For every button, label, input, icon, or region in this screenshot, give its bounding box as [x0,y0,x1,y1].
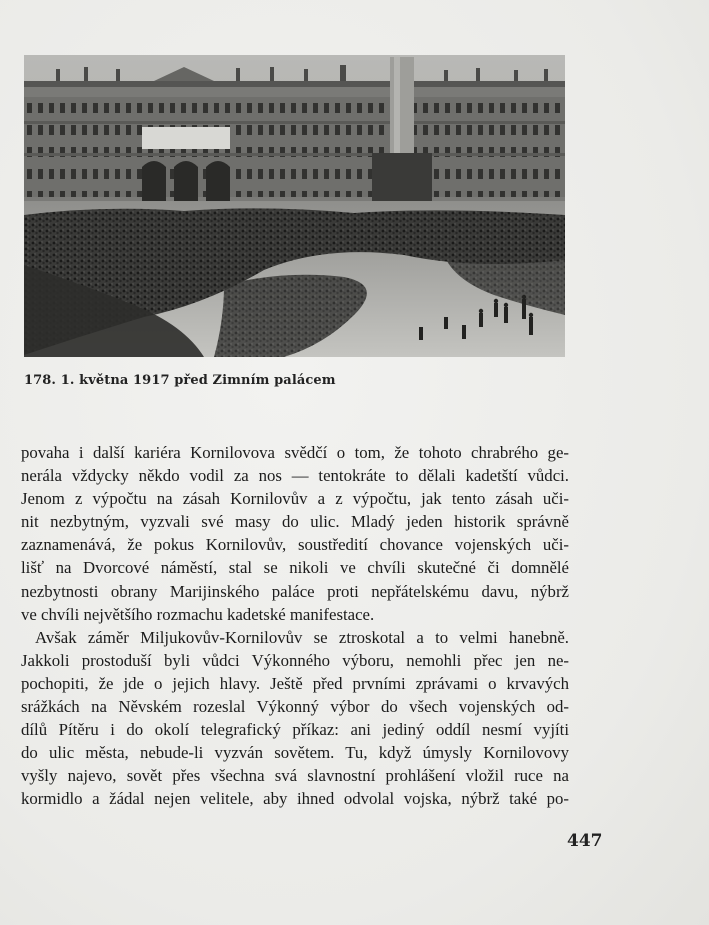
page-number: 447 [567,831,603,851]
figure-caption: 178. 1. května 1917 před Zimním palácem [24,373,336,388]
text-line: zaznamenává, že pokus Kornilovův, soustředití chovance vojenských uči- [21,535,569,555]
paragraph-1 [21,441,569,626]
historical-photograph [24,55,565,357]
text-line: pochopiti, že jde o jejich hlavy. Ještě před prvními zprávami o krvavých [21,673,569,693]
text-line: Avšak záměr Miljukovův-Kornilovův se ztroskotal a to velmi hanebně. [35,627,569,647]
text-line: nerála vždycky někdo vodil za nos — tentokráte to dělali kadetští vůdci. [21,466,569,486]
text-line: kormidlo a žádal nejen velitele, aby ihned odvolal vojska, nýbrž také po- [21,789,569,809]
text-line: do ulic města, nebude-li vyzván sovětem. Tu, když úmysly Kornilovovy [21,743,569,763]
text-line: nit nezbytným, vyzvali své masy do ulic. Mladý jeden historik správně [21,512,569,532]
text-line: dílů Pítěru i do okolí telegrafický příkaz: ani jediný oddíl nesmí vyjíti [21,720,569,740]
text-line: vyšly najevo, sovět přes všechna svá slavnostní prohlášení vložil ruce na [21,766,569,786]
text-line: ve chvíli největšího rozmachu kadetské manifestace. [21,604,375,624]
text-line: lišť na Dvorcové náměstí, stal se nikoli ve chvíli skutečné či domnělé [21,558,569,578]
paragraph-2 [21,626,569,811]
text-line: srážkách na Něvském rozeslal Výkonný výbor do všech vojenských od- [21,697,569,717]
article-body [21,441,569,811]
winter-palace-crowd-photo [24,55,565,357]
text-line: Jakkoli prostoduší byli vůdci Výkonného výboru, nemohli přec jen ne- [21,650,569,670]
text-line: nezbytnosti obrany Marijinského paláce proti nepřátelskému davu, nýbrž [21,581,569,601]
text-line: povaha i další kariéra Kornilovova svědčí o tom, že tohoto chrabrého ge- [21,443,569,462]
text-line: Jenom z výpočtu na zásah Kornilovův a z výpočtu, jak tento zásah uči- [21,489,569,509]
